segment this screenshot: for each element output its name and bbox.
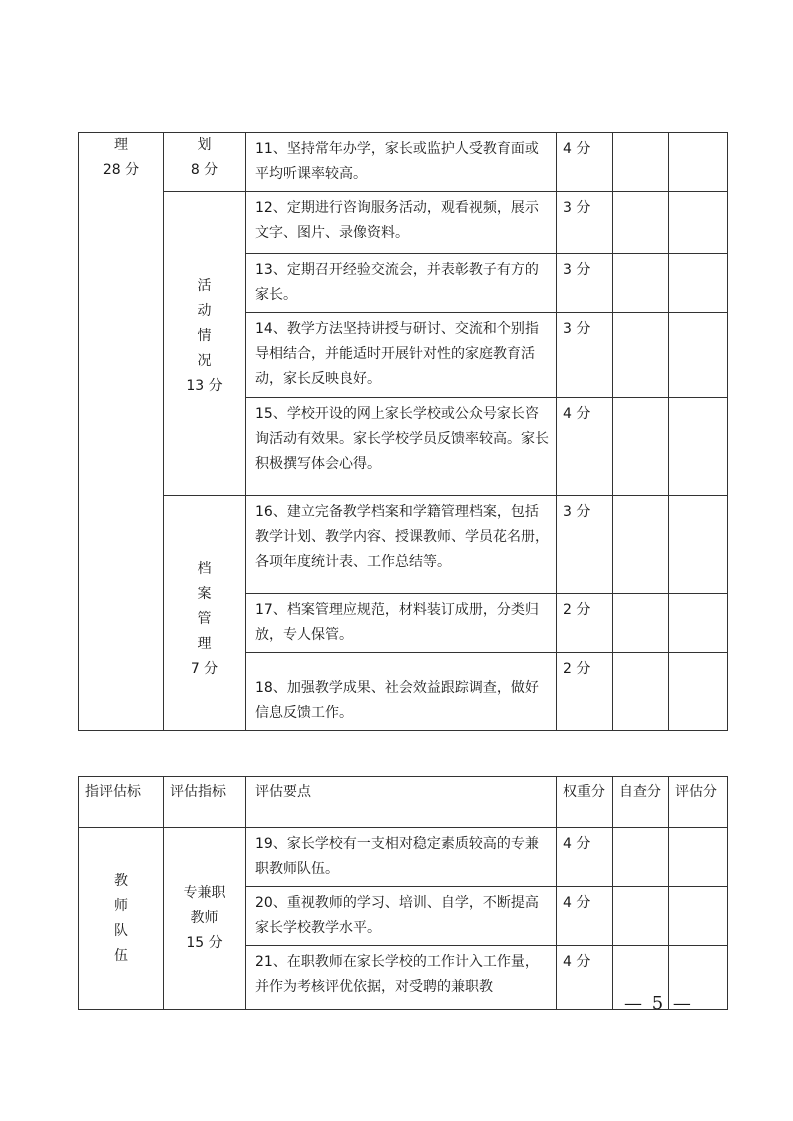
sub-indicator-char: 管 <box>197 610 212 627</box>
self-check-score[interactable] <box>613 653 669 731</box>
self-check-score[interactable] <box>613 594 669 653</box>
sub-indicator-score: 8 分 <box>190 162 219 178</box>
self-check-score[interactable] <box>613 133 669 192</box>
category-label <box>111 869 131 969</box>
evaluation-score[interactable] <box>669 192 728 254</box>
weight-score: 4 分 <box>557 133 613 192</box>
self-check-score[interactable] <box>613 828 669 887</box>
self-check-score[interactable] <box>613 496 669 594</box>
evaluation-point: 17、档案管理应规范，材料装订成册，分类归放，专人保管。 <box>246 594 557 653</box>
sub-indicator-char: 档 <box>197 560 212 577</box>
category-char: 伍 <box>114 947 128 964</box>
weight-score: 3 分 <box>557 254 613 313</box>
sub-indicator-cell <box>164 192 246 496</box>
sub-indicator-char: 情 <box>197 328 212 344</box>
category-char: 师 <box>114 897 128 914</box>
category-score: 28 分 <box>102 162 140 178</box>
weight-score: 3 分 <box>557 192 613 254</box>
column-header: 自查分 <box>613 777 669 828</box>
evaluation-score[interactable] <box>669 594 728 653</box>
evaluation-point: 15、学校开设的网上家长学校或公众号家长咨询活动有效果。家长学校学员反馈率较高。家长积极撰写体会心得。 <box>246 398 557 496</box>
sub-indicator-char: 活 <box>197 278 212 294</box>
sub-indicator-cell <box>164 133 246 192</box>
page-number: — 5 — <box>624 993 693 1014</box>
column-header: 评估要点 <box>246 777 557 828</box>
table-row <box>79 828 728 887</box>
sub-indicator-char: 案 <box>197 585 212 602</box>
table-row <box>79 133 728 192</box>
weight-score: 2 分 <box>557 594 613 653</box>
evaluation-point: 11、坚持常年办学，家长或监护人受教育面或平均听课率较高。 <box>246 133 557 192</box>
evaluation-score[interactable] <box>669 313 728 398</box>
sub-indicator-score: 15 分 <box>186 935 223 951</box>
sub-indicator-char: 动 <box>197 303 212 319</box>
weight-score: 2 分 <box>557 653 613 731</box>
category-cell <box>79 133 164 731</box>
evaluation-point: 13、定期召开经验交流会，并表彰教子有方的家长。 <box>246 254 557 313</box>
column-header: 评估分 <box>669 777 728 828</box>
category-char: 教 <box>114 872 128 889</box>
evaluation-point: 21、在职教师在家长学校的工作计入工作量，并作为考核评优依据，对受聘的兼职教 <box>246 946 557 1010</box>
evaluation-point: 18、加强教学成果、社会效益跟踪调查，做好信息反馈工作。 <box>246 653 557 731</box>
category-char: 队 <box>114 922 128 939</box>
sub-indicator-score: 13 分 <box>186 378 223 394</box>
table-row <box>79 496 728 594</box>
category-cell <box>79 828 164 1010</box>
self-check-score[interactable] <box>613 313 669 398</box>
category-line: 理 <box>114 137 128 153</box>
evaluation-point: 19、家长学校有一支相对稳定素质较高的专兼职教师队伍。 <box>246 828 557 887</box>
sub-indicator-label <box>195 557 215 657</box>
evaluation-point: 12、定期进行咨询服务活动，观看视频，展示文字、图片、录像资料。 <box>246 192 557 254</box>
column-header: 权重分 <box>557 777 613 828</box>
sub-indicator-line: 划 <box>197 137 212 153</box>
evaluation-score[interactable] <box>669 133 728 192</box>
evaluation-point: 20、重视教师的学习、培训、自学，不断提高家长学校教学水平。 <box>246 887 557 946</box>
column-header: 评估指标 <box>164 777 246 828</box>
sub-indicator-cell <box>164 828 246 1010</box>
weight-score: 4 分 <box>557 887 613 946</box>
evaluation-score[interactable] <box>669 254 728 313</box>
evaluation-score[interactable] <box>669 828 728 887</box>
sub-indicator-char: 理 <box>197 635 212 652</box>
self-check-score[interactable] <box>613 887 669 946</box>
evaluation-score[interactable] <box>669 887 728 946</box>
column-header: 指评估标 <box>79 777 164 828</box>
self-check-score[interactable] <box>613 254 669 313</box>
self-check-score[interactable] <box>613 398 669 496</box>
self-check-score[interactable] <box>613 192 669 254</box>
sub-indicator-line: 教师 <box>190 910 219 926</box>
evaluation-point: 16、建立完备教学档案和学籍管理档案，包括教学计划、教学内容、授课教师、学员花名册，各项年度统计表、工作总结等。 <box>246 496 557 594</box>
teacher-team-evaluation-table <box>78 776 728 1010</box>
evaluation-point: 14、教学方法坚持讲授与研讨、交流和个别指导相结合，并能适时开展针对性的家庭教育活动，家长反映良好。 <box>246 313 557 398</box>
evaluation-score[interactable] <box>669 496 728 594</box>
sub-indicator-line: 专兼职 <box>183 885 226 901</box>
weight-score: 4 分 <box>557 946 613 1010</box>
table-row <box>79 192 728 254</box>
evaluation-score[interactable] <box>669 653 728 731</box>
weight-score: 3 分 <box>557 496 613 594</box>
sub-indicator-label <box>195 274 215 374</box>
sub-indicator-char: 况 <box>197 353 212 369</box>
sub-indicator-score: 7 分 <box>190 660 219 677</box>
evaluation-score[interactable] <box>669 398 728 496</box>
evaluation-table-continued <box>78 132 728 731</box>
sub-indicator-cell <box>164 496 246 731</box>
table-header-row <box>79 777 728 828</box>
weight-score: 3 分 <box>557 313 613 398</box>
weight-score: 4 分 <box>557 398 613 496</box>
weight-score: 4 分 <box>557 828 613 887</box>
